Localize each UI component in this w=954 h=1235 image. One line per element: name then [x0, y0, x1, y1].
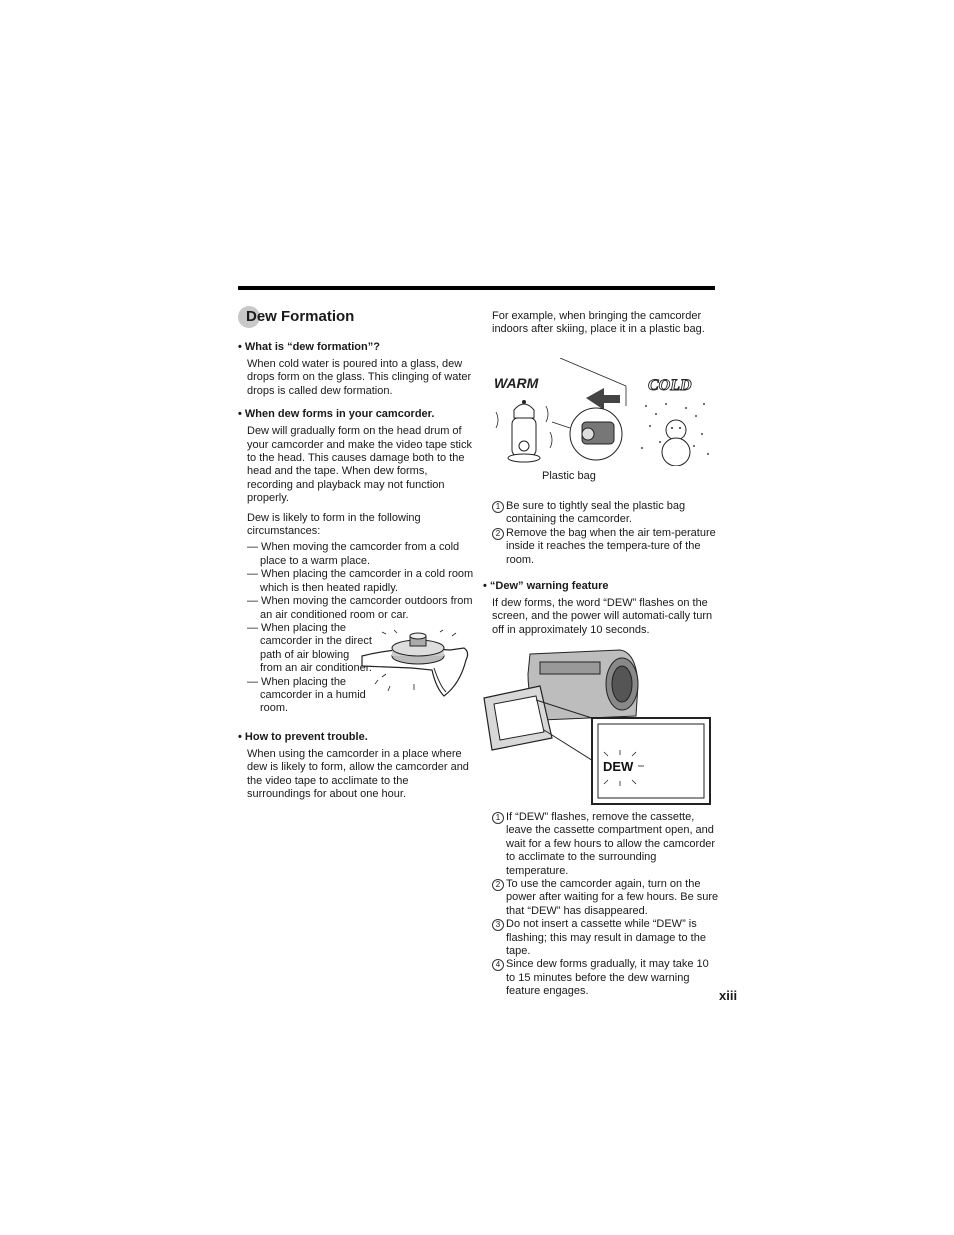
q2-text1: Dew will gradually form on the head drum of your camcorder and make the video tape stick to the head. This causes damage both to the head and the tape. When dew forms, recording and playback may not function properly. — [247, 425, 473, 505]
cold-label: COLD — [648, 377, 692, 394]
warm-cold-illustration — [490, 358, 716, 466]
q2-text2: Dew is likely to form in the following circumstances: — [247, 511, 421, 538]
left-column — [238, 306, 474, 807]
dew-warning-heading: • “Dew” warning feature — [483, 580, 609, 592]
dew-warning-text: If dew forms, the word “DEW” flashes on the screen, and the power will automati-cally turn off in approximately 10 seconds. — [492, 597, 713, 636]
list-item: — When placing the camcorder in a humid room. — [247, 675, 366, 715]
head-drum-illustration — [360, 626, 472, 698]
camcorder-illustration — [480, 644, 714, 806]
q1-text: When cold water is poured into a glass, dew drops form on the glass. This clinging of water drops is called dew formation. — [247, 358, 472, 397]
dew-warning-block — [483, 579, 717, 643]
plastic-bag-caption: Plastic bag — [542, 470, 596, 482]
list-item: — When placing the camcorder in a cold room which is then heated rapidly. — [247, 568, 474, 594]
dew-screen-label: DEW — [603, 759, 634, 774]
list-item: 1 Be sure to tightly seal the plastic bag containing the camcorder. — [492, 500, 717, 527]
list-item: 2 Remove the bag when the air tem-perature inside it reaches the tempera-ture of the room. — [492, 527, 717, 567]
example-text: For example, when bringing the camcorder indoors after skiing, place it in a plastic bag. — [492, 310, 705, 336]
q3-heading: • How to prevent trouble. — [238, 730, 368, 743]
list-item: 3 Do not insert a cassette while “DEW” is flashing; this may result in damage to the tape. — [492, 918, 719, 958]
top-rule — [238, 286, 715, 290]
list-item: — When placing the camcorder in the direct path of air blowing from an air conditioner. — [247, 621, 372, 675]
q2-heading: • When dew forms in your camcorder. — [238, 408, 435, 421]
bag-steps — [483, 500, 717, 567]
page-number: xiii — [719, 988, 738, 1003]
list-item: 2 To use the camcorder again, turn on the power after waiting for a few hours. Be sure that “DEW” has disappeared. — [492, 878, 719, 918]
section-title: Dew Formation — [238, 306, 474, 328]
warm-label: WARM — [494, 375, 539, 391]
q1-heading: • What is “dew formation”? — [238, 341, 380, 353]
list-item: — When moving the camcorder outdoors from an air conditioned room or car. — [247, 595, 473, 621]
q3-text: When using the camcorder in a place where dew is likely to form, allow the camcorder and the video tape to acclimate to the surroundings for about one hour. — [247, 747, 469, 800]
right-column — [483, 310, 723, 343]
dew-steps — [483, 811, 719, 999]
list-item: 1 If “DEW” flashes, remove the cassette, leave the cassette compartment open, and wait for a few hours to allow the camcorder to acclimate to the surrounding temperature. — [492, 811, 719, 878]
list-item: — When moving the camcorder from a cold place to a warm place. — [247, 541, 460, 567]
list-item: 4 Since dew forms gradually, it may take 10 to 15 minutes before the dew warning feature engages. — [492, 958, 719, 998]
